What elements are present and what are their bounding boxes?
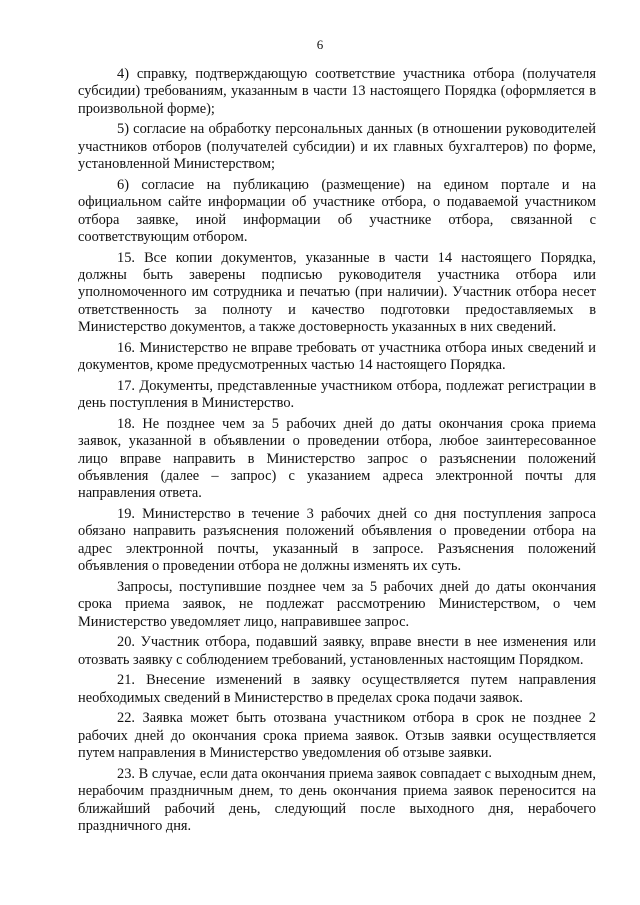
paragraph-section-15: 15. Все копии документов, указанные в части 14 настоящего Порядка, должны быть заверены подписью руководителя участника отбора или уполномоченного им сотрудника и печатью (при наличии). Участник отбора несет ответственность за полноту и качество подготовки предоставляемых в Министерство документов, а также достоверность указанных в них сведений. <box>78 249 596 336</box>
paragraph-section-18: 18. Не позднее чем за 5 рабочих дней до даты окончания срока приема заявок, указанной в объявлении о проведении отбора, любое заинтересованное лицо вправе направить в Министерство запрос о разъяснении положений объявления (далее – запрос) с указанием адреса электронной почты для направления ответа. <box>78 415 596 502</box>
paragraph-item-5: 5) согласие на обработку персональных данных (в отношении руководителей участников отборов (получателей субсидии) и их главных бухгалтеров) по форме, установленной Министерством; <box>78 121 596 173</box>
paragraph-section-22: 22. Заявка может быть отозвана участником отбора в срок не позднее 2 рабочих дней до окончания срока приема заявок. Отзыв заявки осуществляется путем направления в Министерство уведомления об отзыве заявки. <box>78 710 596 762</box>
paragraph-section-21: 21. Внесение изменений в заявку осуществляется путем направления необходимых сведений в Министерство в пределах срока подачи заявок. <box>78 672 596 706</box>
page-number: 6 <box>316 37 324 52</box>
paragraph-section-20: 20. Участник отбора, подавший заявку, вправе внести в нее изменения или отозвать заявку с соблюдением требований, установленных настоящим Порядком. <box>78 634 596 668</box>
paragraph-section-19-continued: Запросы, поступившие позднее чем за 5 рабочих дней до даты окончания срока приема заявок, не подлежат рассмотрению Министерством, о чем Министерство уведомляет лицо, направившее запрос. <box>78 578 596 630</box>
paragraph-section-23: 23. В случае, если дата окончания приема заявок совпадает с выходным днем, нерабочим праздничным днем, то день окончания приема заявок переносится на ближайший рабочий день, следующий после выходного дня, нерабочего праздничного дня. <box>78 765 596 834</box>
document-body <box>78 66 596 839</box>
paragraph-section-19: 19. Министерство в течение 3 рабочих дней со дня поступления запроса обязано направить разъяснения положений объявления о проведении отбора на адрес электронной почты, указанный в запросе. Разъяснения положений объявления о проведении отбора не должны изменять их суть. <box>78 506 596 575</box>
paragraph-item-6: 6) согласие на публикацию (размещение) на едином портале и на официальном сайте информации об участнике отбора, о подаваемой участником отбора заявке, иной информации об участнике отбора, связанной с соответствующим отбором. <box>78 176 596 246</box>
paragraph-item-4: 4) справку, подтверждающую соответствие участника отбора (получателя субсидии) требованиям, указанным в части 13 настоящего Порядка (оформляется в произвольной форме); <box>78 66 596 117</box>
paragraph-section-17: 17. Документы, представленные участником отбора, подлежат регистрации в день поступления в Министерство. <box>78 377 596 412</box>
paragraph-section-16: 16. Министерство не вправе требовать от участника отбора иных сведений и документов, кроме предусмотренных частью 14 настоящего Порядка. <box>78 339 596 374</box>
